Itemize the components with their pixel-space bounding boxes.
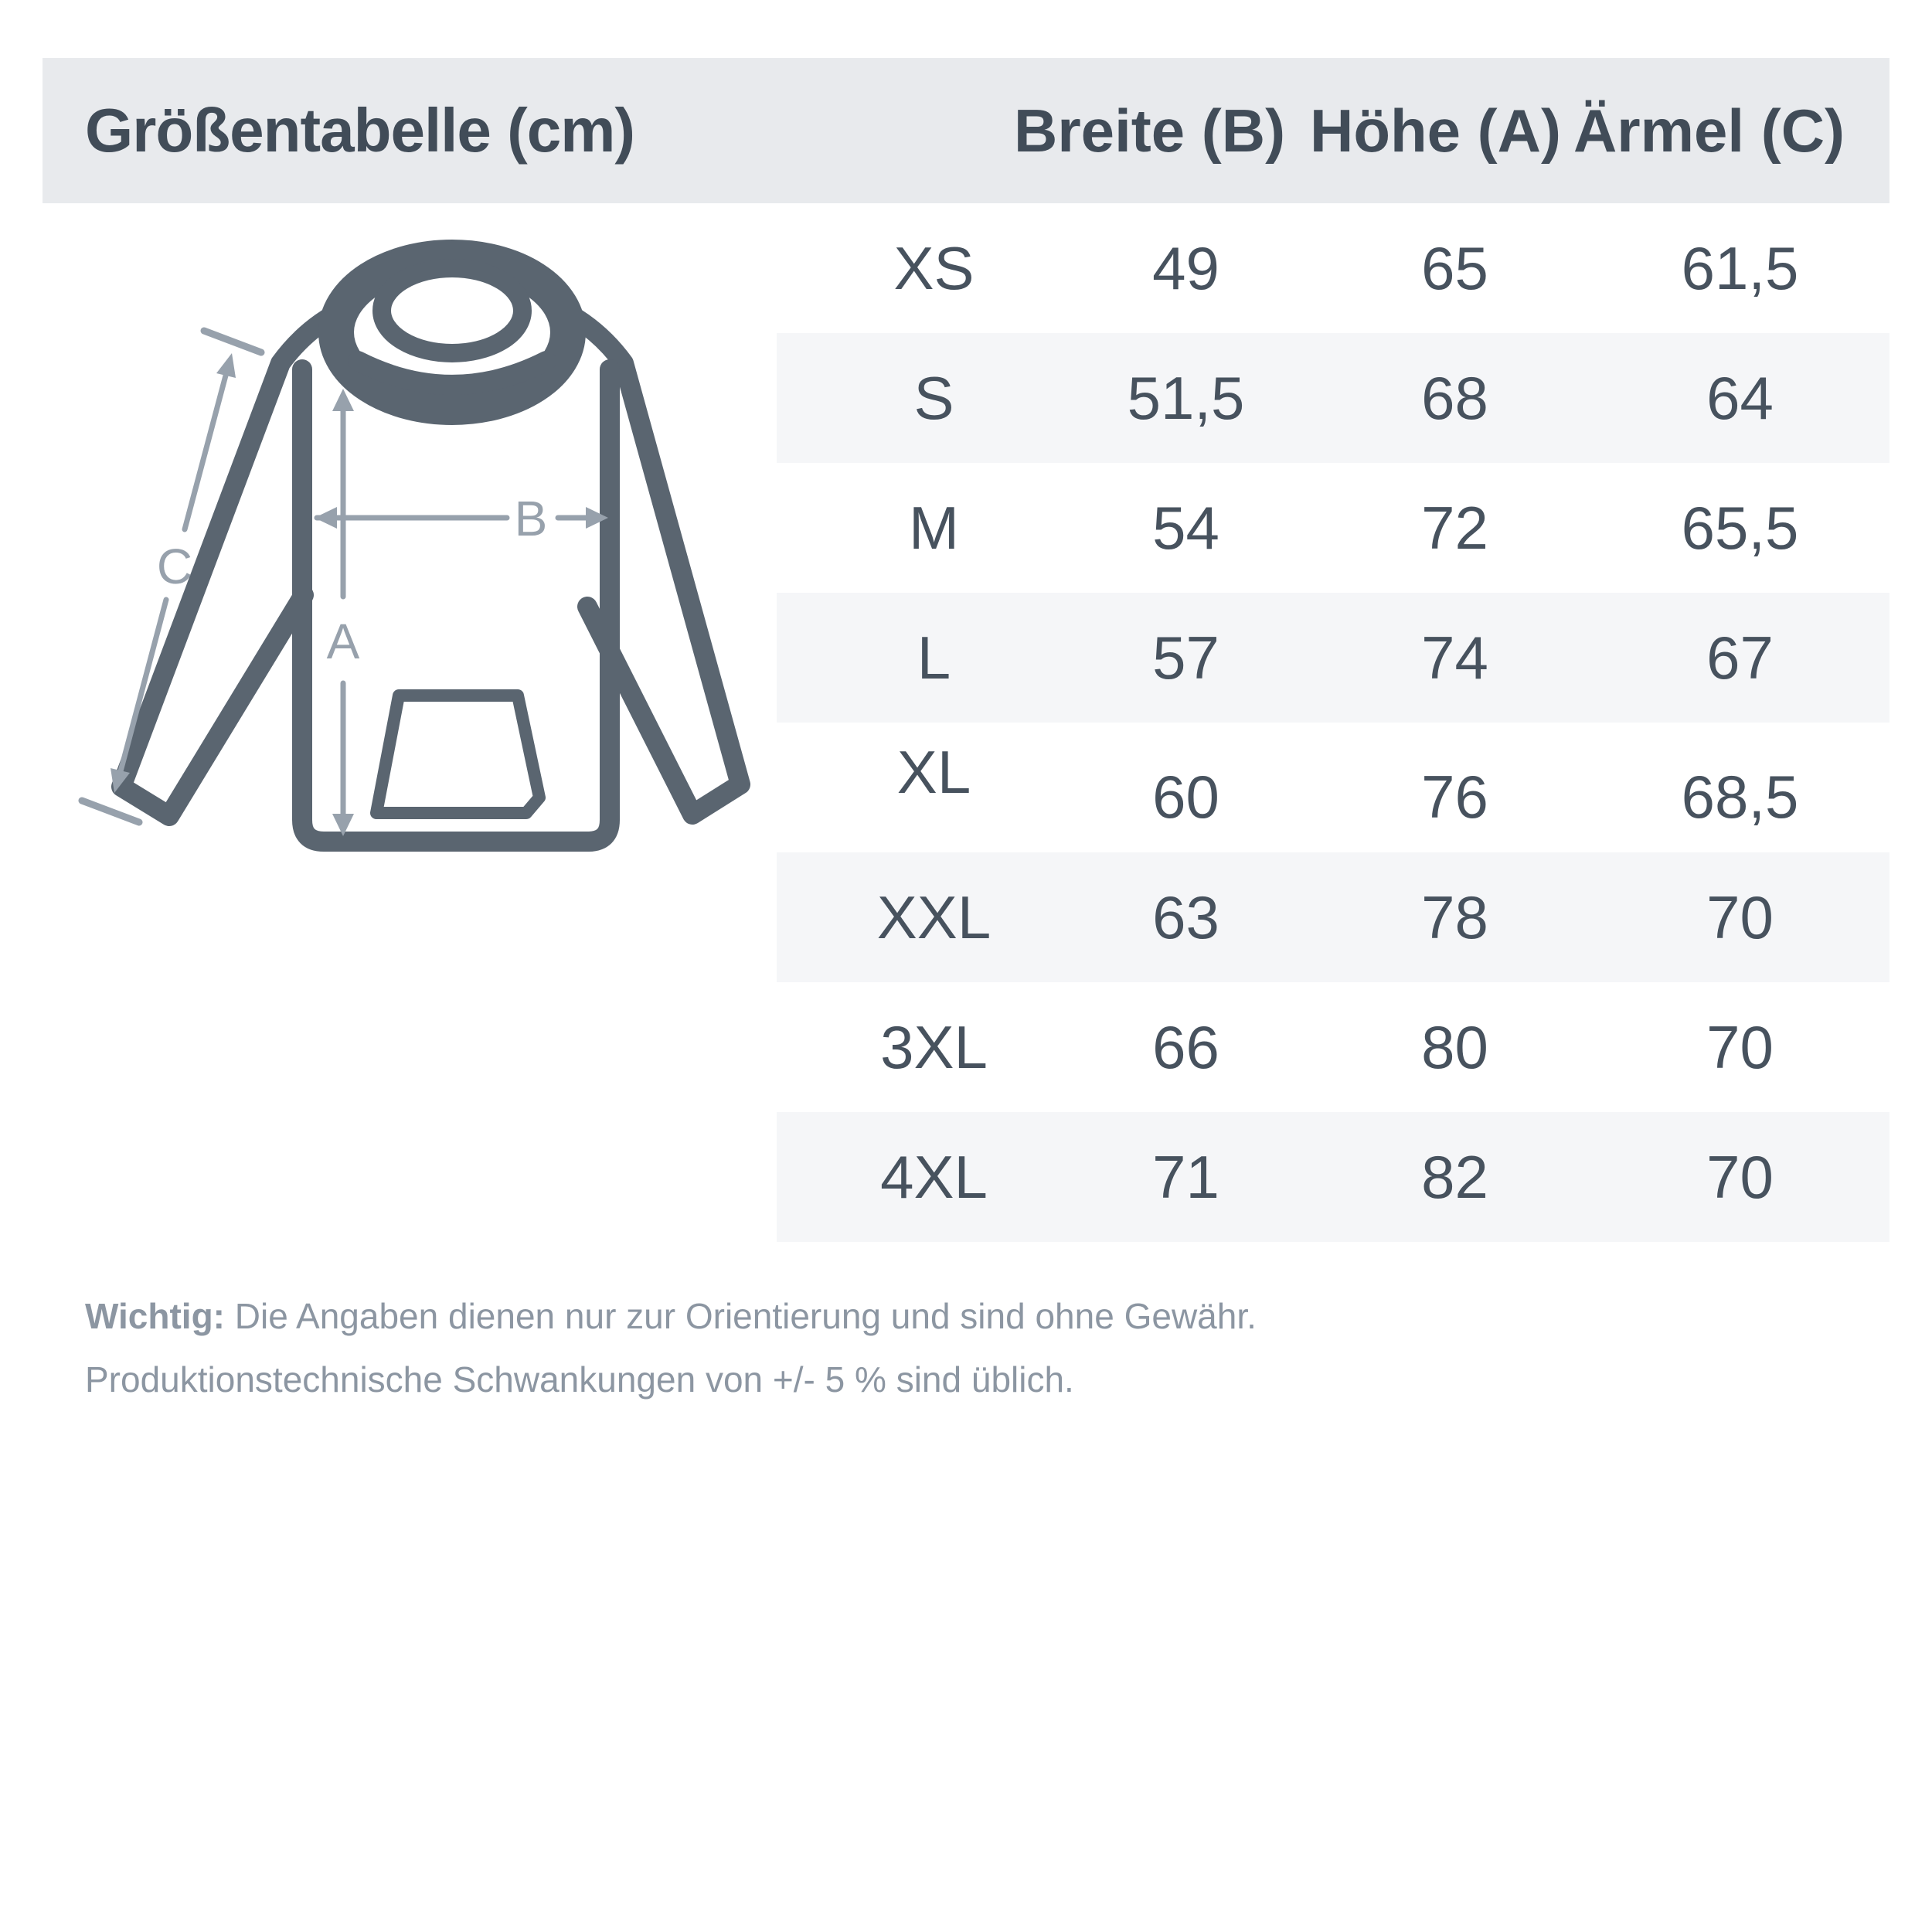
breite-value: 54 <box>1152 493 1219 562</box>
table-row <box>777 203 1889 333</box>
aermel-value: 70 <box>1706 883 1774 951</box>
aermel-value: 67 <box>1706 623 1774 692</box>
dim-label-c: C <box>156 539 193 594</box>
aermel-value: 70 <box>1706 1142 1774 1211</box>
size-label: XS <box>893 233 975 302</box>
aermel-value: 70 <box>1706 1012 1774 1081</box>
table-row <box>777 723 1889 852</box>
disclaimer-line1: Die Angaben dienen nur zur Orientierung und sind ohne Gewähr. <box>225 1296 1257 1336</box>
aermel-value: 64 <box>1706 363 1774 432</box>
size-label: 4XL <box>880 1142 988 1211</box>
size-label: S <box>913 363 954 432</box>
hoodie-body <box>302 369 610 842</box>
hoodie-pocket <box>376 696 539 813</box>
aermel-value: 61,5 <box>1681 233 1799 302</box>
chart-title: Größentabelle (cm) <box>85 96 635 165</box>
size-label: M <box>909 493 959 562</box>
breite-value: 57 <box>1152 623 1219 692</box>
hoehe-value: 68 <box>1421 363 1488 432</box>
size-label: L <box>917 623 951 692</box>
size-label: XXL <box>876 883 992 951</box>
disclaimer-note <box>85 1284 1824 1411</box>
hoehe-value: 74 <box>1421 623 1488 692</box>
breite-value: 49 <box>1152 233 1219 302</box>
hoehe-value: 78 <box>1421 883 1488 951</box>
arrowhead-left-icon <box>315 507 337 529</box>
hoehe-value: 72 <box>1421 493 1488 562</box>
table-row <box>777 463 1889 593</box>
hoodie-diagram <box>46 170 788 866</box>
hoehe-value: 65 <box>1421 233 1488 302</box>
table-row <box>777 593 1889 723</box>
table-row <box>777 852 1889 982</box>
hoehe-value: 80 <box>1421 1012 1488 1081</box>
table-row <box>777 333 1889 463</box>
breite-value: 63 <box>1152 883 1219 951</box>
dim-c-end-tick <box>204 331 261 352</box>
hoehe-value: 76 <box>1421 762 1488 831</box>
breite-value: 66 <box>1152 1012 1219 1081</box>
column-header-hoehe: Höhe (A) <box>1310 96 1561 165</box>
size-label: XL <box>896 737 971 806</box>
size-table-body <box>777 203 1889 1242</box>
column-header-breite: Breite (B) <box>1014 96 1286 165</box>
dim-label-b: B <box>514 491 548 546</box>
table-row <box>777 982 1889 1112</box>
arrowhead-upright-icon <box>216 353 236 378</box>
column-header-aermel: Ärmel (C) <box>1573 96 1845 165</box>
dim-label-a: A <box>326 614 360 669</box>
size-label: 3XL <box>880 1012 988 1081</box>
disclaimer-line2: Produktionstechnische Schwankungen von +/- 5 % sind üblich. <box>85 1359 1074 1400</box>
breite-value: 60 <box>1152 762 1219 831</box>
disclaimer-bold-prefix: Wichtig: <box>85 1296 225 1336</box>
table-header-row <box>777 58 1889 203</box>
breite-value: 51,5 <box>1127 363 1245 432</box>
table-row <box>777 1112 1889 1242</box>
aermel-value: 68,5 <box>1681 762 1799 831</box>
aermel-value: 65,5 <box>1681 493 1799 562</box>
hoehe-value: 82 <box>1421 1142 1488 1211</box>
breite-value: 71 <box>1152 1142 1219 1211</box>
